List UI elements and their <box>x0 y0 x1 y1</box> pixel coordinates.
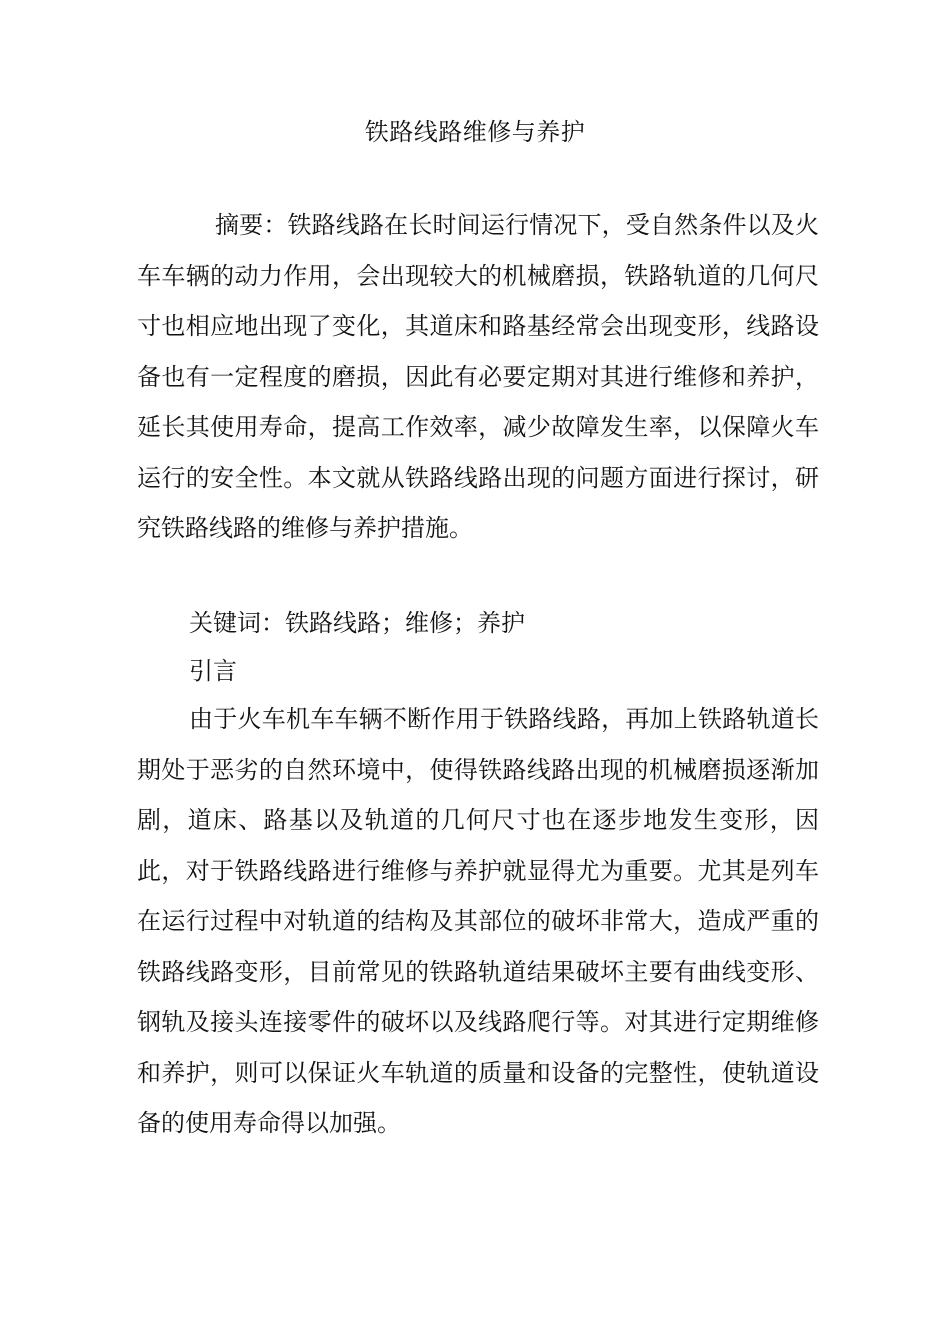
section-heading-introduction: 引言 <box>189 657 237 685</box>
abstract-paragraph: 摘要：铁路线路在长时间运行情况下，受自然条件以及火车车辆的动力作用，会出现较大的机械磨损，铁路轨道的几何尺寸也相应地出现了变化，其道床和路基经常会出现变形，线路设备也有一定程度的磨损，因此有必要定期对其进行维修和养护，延长其使用寿命，提高工作效率，减少故障发生率，以保障火车运行的安全性。本文就从铁路线路出现的问题方面进行探讨，研究铁路线路的维修与养护措施。 <box>137 211 819 542</box>
keywords-line: 关键词：铁路线路；维修；养护 <box>189 609 525 637</box>
introduction-paragraph: 由于火车机车车辆不断作用于铁路线路，再加上铁路轨道长期处于恶劣的自然环境中，使得铁路线路出现的机械磨损逐渐加剧，道床、路基以及轨道的几何尺寸也在逐步地发生变形，因此，对于铁路线路进行维修与养护就显得尤为重要。尤其是列车在运行过程中对轨道的结构及其部位的破坏非常大，造成严重的铁路线路变形，目前常见的铁路轨道结果破坏主要有曲线变形、钢轨及接头连接零件的破坏以及线路爬行等。对其进行定期维修和养护，则可以保证火车轨道的质量和设备的完整性，使轨道设备的使用寿命得以加强。 <box>137 705 819 1137</box>
document-title: 铁路线路维修与养护 <box>364 118 586 146</box>
